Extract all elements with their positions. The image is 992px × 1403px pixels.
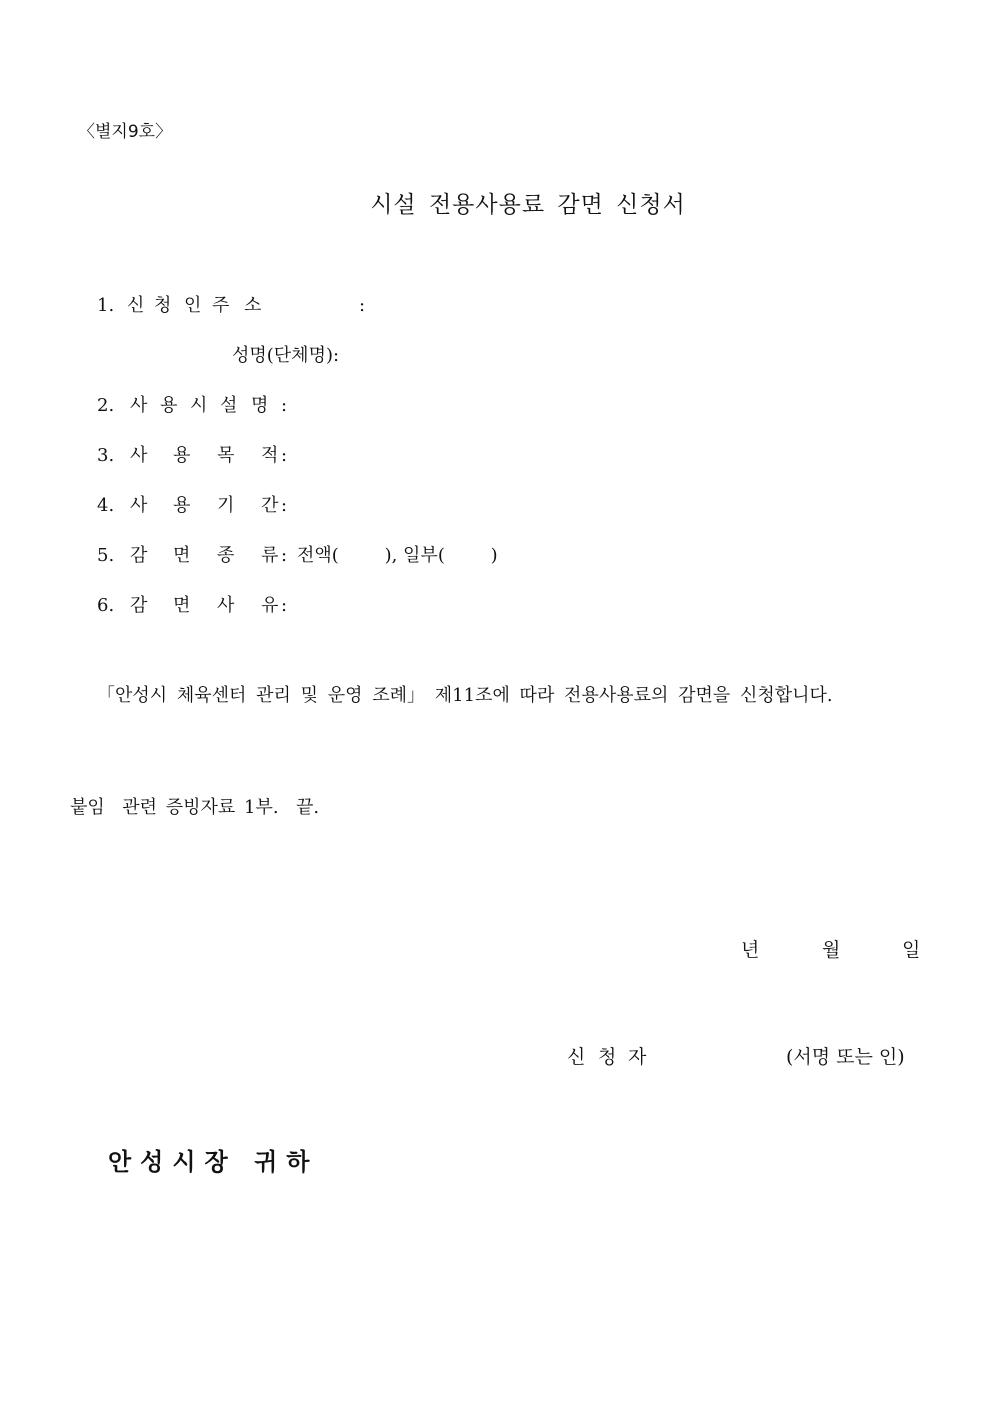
field-period — [97, 493, 397, 519]
field-number: 3. — [97, 445, 115, 466]
attachment-label — [78, 117, 172, 142]
label-char: 신 — [567, 1046, 586, 1068]
date-year: 년 — [741, 939, 760, 961]
addressee: 안성시장 귀하 — [108, 1148, 319, 1176]
label-char: : — [281, 395, 288, 416]
field-number: 5. — [97, 545, 115, 566]
label-char: : — [281, 595, 288, 616]
field-applicant-name — [232, 343, 339, 369]
label-char: 자 — [628, 1046, 647, 1068]
label-char: : — [281, 445, 288, 466]
document-title: 시설 전용사용료 감면 신청서 — [370, 192, 686, 218]
label-char: 용 — [173, 445, 191, 466]
label-char: 신 — [127, 295, 145, 316]
label-char: 소 — [244, 295, 262, 316]
label-char: 사 — [130, 445, 148, 466]
label-char: : — [359, 295, 366, 316]
label-char: 설 — [220, 395, 238, 416]
signature-label — [567, 1042, 657, 1068]
field-number: 4. — [97, 495, 115, 516]
label-char: 사 — [130, 495, 148, 516]
label-char: 간 — [261, 495, 279, 516]
label-char: 종 — [217, 545, 235, 566]
reduction-type-options: 전액( ), 일부( ) — [297, 545, 498, 566]
label-char: 용 — [160, 395, 178, 416]
field-reduction-reason — [97, 593, 397, 619]
field-number: 2. — [97, 395, 115, 416]
label-char: 감 — [130, 545, 148, 566]
field-applicant-address — [97, 293, 397, 319]
label-char: 면 — [173, 595, 191, 616]
field-number: 1. — [97, 295, 115, 316]
label-char: : — [281, 495, 288, 516]
attachment-line: 붙임 관련 증빙자료 1부. 끝. — [70, 797, 320, 818]
label-char: : — [281, 545, 288, 566]
label-char: 명 — [251, 395, 269, 416]
date-month: 월 — [822, 939, 841, 961]
attachment-label-text: 〈별지9호〉 — [78, 122, 173, 142]
label-char: 주 — [212, 295, 230, 316]
signature-note: (서명 또는 인) — [786, 1046, 905, 1068]
label-char: 감 — [130, 595, 148, 616]
label-char: 용 — [173, 495, 191, 516]
field-purpose — [97, 443, 397, 469]
label-char: 류 — [261, 545, 279, 566]
label-char: 면 — [173, 545, 191, 566]
label-char: 청 — [154, 295, 172, 316]
label-char: 기 — [217, 495, 235, 516]
date-day: 일 — [902, 939, 921, 961]
label-char: 목 — [217, 445, 235, 466]
field-facility-name — [97, 393, 397, 419]
field-reduction-type — [97, 543, 697, 569]
label-char: 사 — [217, 595, 235, 616]
field-label: 성명(단체명): — [232, 345, 340, 366]
field-number: 6. — [97, 595, 115, 616]
application-statement: 「안성시 체육센터 관리 및 운영 조례」 제11조에 따라 전용사용료의 감면을 신청합니다. — [97, 685, 833, 706]
label-char: 적 — [261, 445, 279, 466]
label-char: 시 — [190, 395, 208, 416]
label-char: 인 — [184, 295, 202, 316]
label-char: 사 — [130, 395, 148, 416]
label-char: 유 — [261, 595, 279, 616]
label-char: 청 — [598, 1046, 617, 1068]
